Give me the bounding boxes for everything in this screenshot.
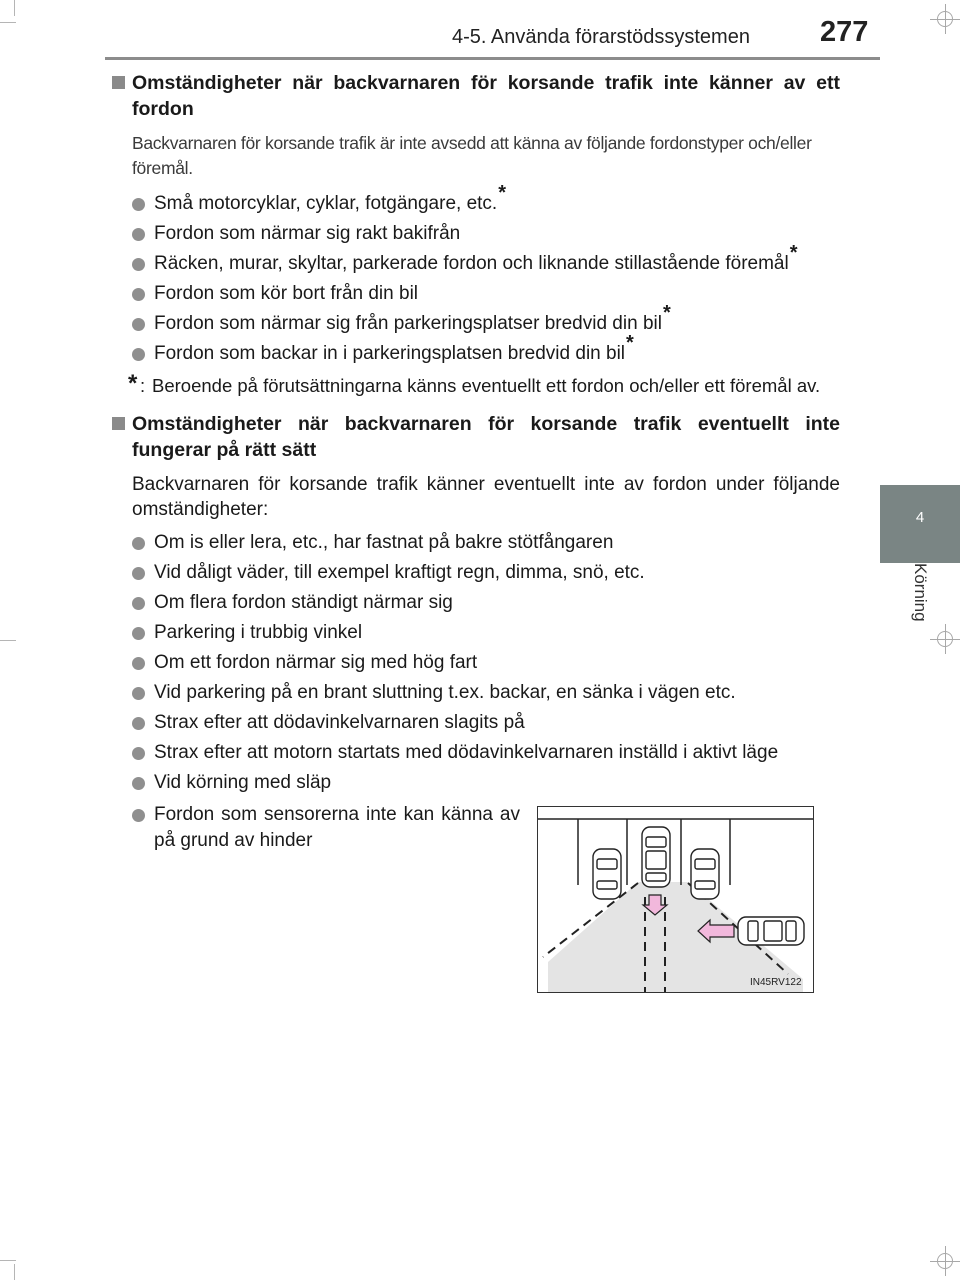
list-item-text: Fordon som sensorerna inte kan känna av på grund av hinder (154, 804, 520, 851)
footnote-asterisk: * (626, 332, 634, 354)
list-item (110, 530, 840, 556)
footnote-asterisk: * (128, 370, 138, 397)
page-content (110, 70, 840, 800)
list-item (110, 332, 840, 367)
list-item (110, 242, 840, 277)
list-item-text: Räcken, murar, skyltar, parkerade fordon och liknande stillastående föremål (154, 253, 789, 274)
bullet-list (110, 182, 840, 367)
bullet-dot-icon (132, 809, 145, 822)
crop-mark (0, 22, 16, 23)
list-item (110, 802, 520, 854)
parked-car-right (691, 849, 719, 899)
parking-diagram (538, 807, 813, 992)
footnote-colon: : (140, 375, 146, 396)
list-item (110, 650, 840, 676)
list-item-text: Parkering i trubbig vinkel (154, 622, 363, 643)
bullet-dot-icon (132, 657, 145, 670)
list-item (110, 182, 840, 217)
bullet-dot-icon (132, 777, 145, 790)
bullet-dot-icon (132, 228, 145, 241)
square-bullet-icon (112, 417, 125, 430)
bullet-dot-icon (132, 318, 145, 331)
figure-code: IN45RV122 (750, 977, 802, 988)
approaching-car (738, 917, 804, 945)
bullet-dot-icon (132, 747, 145, 760)
footnote-asterisk: * (498, 182, 506, 204)
header-divider (105, 57, 880, 60)
bullet-dot-icon (132, 627, 145, 640)
bullet-dot-icon (132, 537, 145, 550)
list-item-text: Små motorcyklar, cyklar, fotgängare, etc. (154, 193, 498, 214)
crop-mark (0, 640, 16, 641)
list-item (110, 680, 840, 706)
list-item (110, 302, 840, 337)
footnote-text: Beroende på förutsättningarna känns eventuellt ett fordon och/eller ett föremål av. (152, 375, 821, 396)
list-item (110, 590, 840, 616)
crop-mark (0, 1260, 16, 1261)
list-item-text: Vid parkering på en brant sluttning t.ex. backar, en sänka i vägen etc. (154, 682, 736, 703)
list-item-text: Fordon som kör bort från din bil (154, 283, 419, 304)
list-item-text: Om ett fordon närmar sig med hög fart (154, 652, 478, 673)
crop-mark (14, 1264, 15, 1280)
section-heading-text: Omständigheter när backvarnaren för korsande trafik inte känner av ett fordon (132, 72, 840, 120)
list-item-text: Vid dåligt väder, till exempel kraftigt regn, dimma, snö, etc. (154, 562, 645, 583)
list-item-text: Strax efter att motorn startats med dödavinkelvarnaren inställd i aktivt läge (154, 742, 779, 763)
list-item (110, 710, 840, 736)
list-item-text: Fordon som närmar sig från parkeringsplatser bredvid din bil (154, 313, 662, 334)
parking-illustration (537, 806, 814, 993)
footnote-asterisk: * (789, 242, 798, 264)
section-heading-text: Omständigheter när backvarnaren för korsande trafik eventuellt inte fungerar på rätt sätt (132, 413, 840, 461)
registration-mark-icon (930, 1246, 960, 1276)
footnote (110, 370, 840, 399)
section-heading (110, 70, 840, 122)
list-item-text: Strax efter att dödavinkelvarnaren slagits på (154, 712, 525, 733)
page-header-title: 4-5. Använda förarstödssystemen (452, 26, 750, 48)
chapter-tab (880, 485, 960, 563)
bullet-dot-icon (132, 348, 145, 361)
list-item-text: Om flera fordon ständigt närmar sig (154, 592, 453, 613)
bullet-dot-icon (132, 258, 145, 271)
list-item (110, 560, 840, 586)
list-item-text: Om is eller lera, etc., har fastnat på bakre stötfångaren (154, 532, 614, 553)
bullet-dot-icon (132, 198, 145, 211)
page-number: 277 (820, 16, 869, 48)
bullet-list (110, 802, 520, 858)
list-item (110, 740, 840, 766)
chapter-name: Körning (911, 563, 930, 622)
list-item (110, 620, 840, 646)
section-intro: Backvarnaren för korsande trafik är inte avsedd att känna av följande fordonstyper och/eller föremål. (132, 133, 812, 178)
section-intro: Backvarnaren för korsande trafik känner eventuellt inte av fordon under följande omständigheter: (132, 474, 840, 520)
list-item (110, 221, 840, 247)
bullet-dot-icon (132, 717, 145, 730)
bullet-dot-icon (132, 597, 145, 610)
list-item-text: Fordon som närmar sig rakt bakifrån (154, 223, 461, 244)
chapter-number: 4 (915, 509, 925, 526)
bullet-dot-icon (132, 288, 145, 301)
bullet-dot-icon (132, 567, 145, 580)
bullet-list (110, 530, 840, 796)
crop-mark (14, 0, 15, 16)
footnote-asterisk: * (662, 302, 671, 324)
list-item-text: Fordon som backar in i parkeringsplatsen bredvid din bil (154, 343, 626, 364)
own-vehicle (642, 827, 670, 887)
list-item-text: Vid körning med släp (154, 772, 332, 793)
bullet-dot-icon (132, 687, 145, 700)
section-heading (110, 411, 840, 463)
parked-car-left (593, 849, 621, 899)
chapter-label (880, 563, 960, 663)
registration-mark-icon (930, 4, 960, 34)
list-item (110, 770, 840, 796)
square-bullet-icon (112, 76, 125, 89)
list-item (110, 281, 840, 307)
